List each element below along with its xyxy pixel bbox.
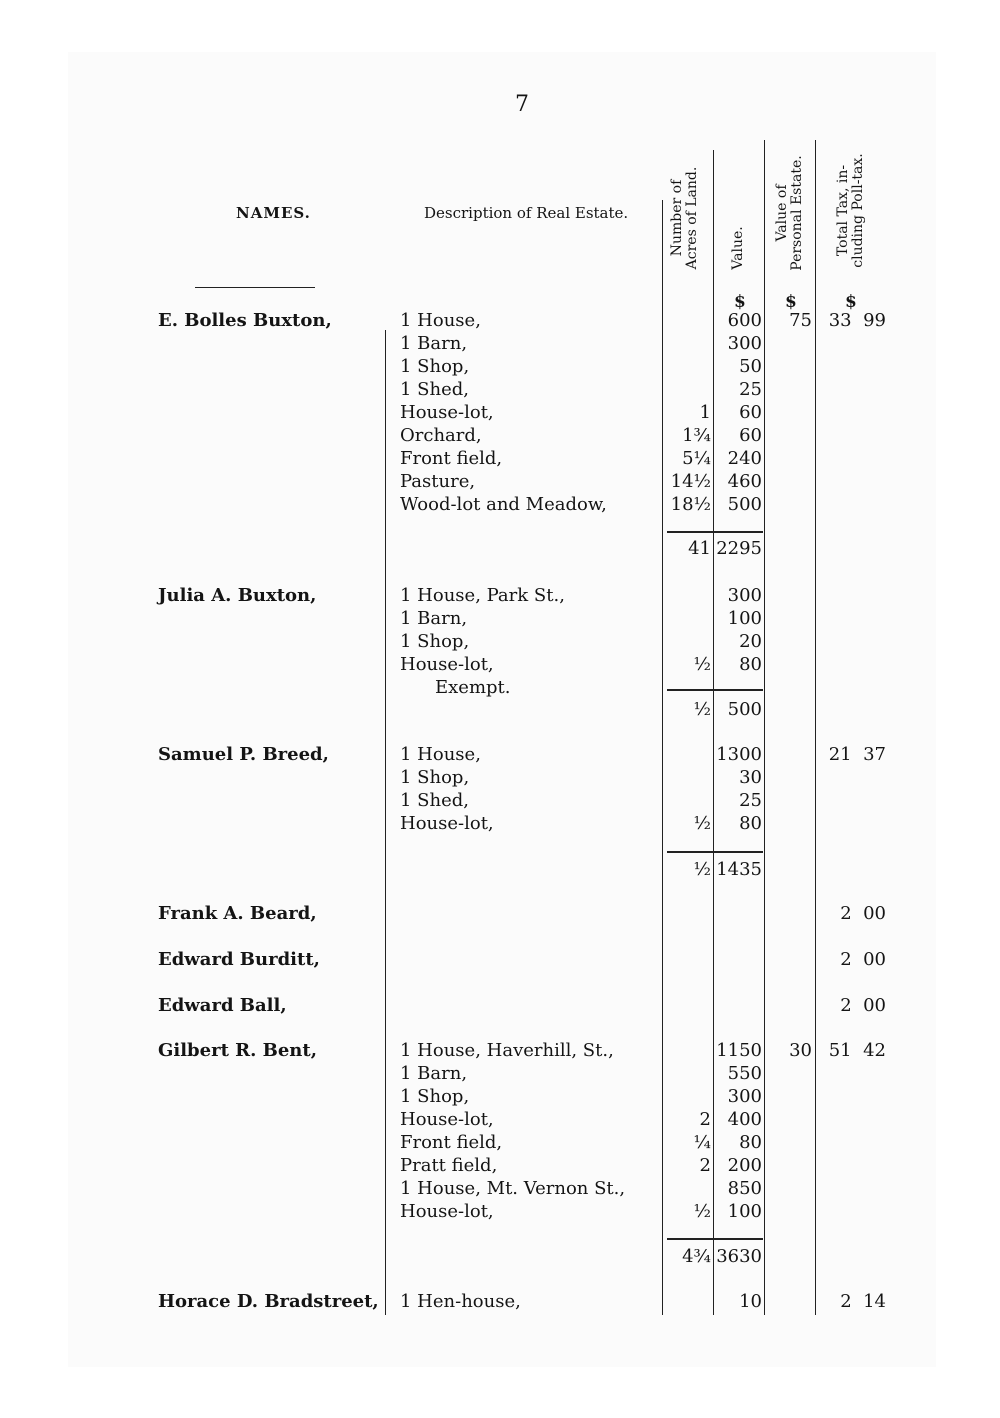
- estate-description: 1 Shed,: [400, 790, 469, 811]
- estate-value: 60: [739, 425, 762, 446]
- estate-description: 1 Barn,: [400, 333, 468, 354]
- estate-description: 1 House, Haverhill, St.,: [400, 1040, 614, 1061]
- estate-description: 1 Barn,: [400, 608, 468, 629]
- value-currency: $: [734, 292, 746, 312]
- estate-description: 1 Shop,: [400, 1086, 470, 1107]
- estate-value: 400: [727, 1109, 762, 1130]
- estate-value: 20: [739, 631, 762, 652]
- header-description: Description of Real Estate.: [424, 204, 629, 222]
- total-tax: 21 37: [828, 744, 886, 765]
- estate-value: 500: [727, 699, 762, 720]
- estate-value: 500: [727, 494, 762, 515]
- header-tax: [836, 143, 866, 278]
- taxpayer-name: Julia A. Buxton,: [158, 585, 317, 606]
- estate-description: Wood-lot and Meadow,: [400, 494, 607, 515]
- total-tax: 2 00: [840, 903, 886, 924]
- estate-value: 25: [739, 379, 762, 400]
- estate-description: 1 Hen-house,: [400, 1291, 521, 1312]
- estate-value: 300: [727, 1086, 762, 1107]
- acres-value: 41: [688, 538, 711, 559]
- estate-value: 10: [739, 1291, 762, 1312]
- estate-value: 25: [739, 790, 762, 811]
- taxpayer-name: E. Bolles Buxton,: [158, 310, 332, 331]
- estate-value: 460: [727, 471, 762, 492]
- total-rule-julia: [667, 689, 763, 691]
- personal-estate-value: 30: [789, 1040, 812, 1061]
- acres-value: ½: [693, 859, 711, 880]
- total-tax: 2 00: [840, 995, 886, 1016]
- taxpayer-name: Edward Burditt,: [158, 949, 320, 970]
- header-acres-line1: Number of: [669, 179, 685, 257]
- header-tax-line2: cluding Poll-tax.: [850, 153, 866, 268]
- header-personal-line2: Personal Estate.: [789, 155, 805, 271]
- estate-value: 600: [727, 310, 762, 331]
- names-rule: [195, 287, 315, 288]
- estate-description: House-lot,: [400, 813, 494, 834]
- estate-description: Pratt field,: [400, 1155, 498, 1176]
- estate-value: 100: [727, 1201, 762, 1222]
- estate-description: Front field,: [400, 448, 503, 469]
- acres-value: 18½: [670, 494, 711, 515]
- total-rule-bent: [667, 1238, 763, 1240]
- estate-description: 1 House,: [400, 744, 481, 765]
- taxpayer-name: Gilbert R. Bent,: [158, 1040, 317, 1061]
- acres-value: 1¾: [682, 425, 711, 446]
- estate-value: 3630: [716, 1246, 762, 1267]
- estate-value: 1150: [716, 1040, 762, 1061]
- header-names: NAMES.: [236, 204, 311, 222]
- header-personal: [775, 148, 805, 278]
- estate-value: 60: [739, 402, 762, 423]
- estate-value: 300: [727, 333, 762, 354]
- exempt-note: Exempt.: [435, 677, 511, 698]
- header-value-text: Value.: [730, 226, 746, 270]
- total-tax: 2 14: [840, 1291, 886, 1312]
- header-acres: [670, 158, 700, 278]
- taxpayer-name: Frank A. Beard,: [158, 903, 317, 924]
- estate-description: 1 Shop,: [400, 631, 470, 652]
- acres-value: ½: [693, 1201, 711, 1222]
- estate-description: 1 House, Park St.,: [400, 585, 565, 606]
- estate-description: House-lot,: [400, 654, 494, 675]
- acres-value: 4¾: [682, 1246, 711, 1267]
- page-background: [68, 52, 936, 1367]
- header-value: [731, 218, 746, 278]
- estate-description: 1 House, Mt. Vernon St.,: [400, 1178, 626, 1199]
- total-rule-breed: [667, 851, 763, 853]
- estate-value: 30: [739, 767, 762, 788]
- header-tax-line1: Total Tax, in-: [835, 164, 851, 257]
- estate-description: 1 Shop,: [400, 767, 470, 788]
- estate-description: Orchard,: [400, 425, 482, 446]
- header-personal-line1: Value of: [774, 184, 790, 242]
- acres-value: ½: [693, 813, 711, 834]
- estate-description: House-lot,: [400, 1109, 494, 1130]
- total-rule-buxton: [667, 531, 763, 533]
- taxpayer-name: Horace D. Bradstreet,: [158, 1291, 379, 1312]
- estate-description: 1 Shop,: [400, 356, 470, 377]
- estate-description: 1 House,: [400, 310, 481, 331]
- divider-description: [385, 330, 386, 1315]
- estate-value: 300: [727, 585, 762, 606]
- estate-value: 1435: [716, 859, 762, 880]
- estate-value: 1300: [716, 744, 762, 765]
- estate-value: 80: [739, 654, 762, 675]
- taxpayer-name: Edward Ball,: [158, 995, 287, 1016]
- divider-acres: [662, 200, 663, 1315]
- header-acres-line2: Acres of Land.: [684, 166, 700, 270]
- page-number: 7: [515, 92, 529, 117]
- acres-value: 2: [699, 1109, 711, 1130]
- personal-currency: $: [785, 292, 797, 312]
- taxpayer-name: Samuel P. Breed,: [158, 744, 329, 765]
- estate-description: 1 Barn,: [400, 1063, 468, 1084]
- estate-value: 100: [727, 608, 762, 629]
- estate-description: Front field,: [400, 1132, 503, 1153]
- tax-currency: $: [845, 292, 857, 312]
- acres-value: 2: [699, 1155, 711, 1176]
- estate-value: 2295: [716, 538, 762, 559]
- acres-value: 14½: [670, 471, 711, 492]
- estate-value: 80: [739, 813, 762, 834]
- acres-value: ½: [693, 654, 711, 675]
- estate-description: Pasture,: [400, 471, 476, 492]
- estate-value: 80: [739, 1132, 762, 1153]
- estate-description: House-lot,: [400, 402, 494, 423]
- acres-value: ½: [693, 699, 711, 720]
- estate-value: 850: [727, 1178, 762, 1199]
- total-tax: 33 99: [828, 310, 886, 331]
- total-tax: 51 42: [828, 1040, 886, 1061]
- estate-value: 200: [727, 1155, 762, 1176]
- estate-value: 240: [727, 448, 762, 469]
- acres-value: 1: [699, 402, 711, 423]
- estate-description: House-lot,: [400, 1201, 494, 1222]
- acres-value: 5¼: [682, 448, 711, 469]
- estate-value: 50: [739, 356, 762, 377]
- total-tax: 2 00: [840, 949, 886, 970]
- divider-tax: [815, 140, 816, 1315]
- estate-value: 550: [727, 1063, 762, 1084]
- acres-value: ¼: [693, 1132, 711, 1153]
- divider-personal: [764, 140, 765, 1315]
- estate-description: 1 Shed,: [400, 379, 469, 400]
- personal-estate-value: 75: [789, 310, 812, 331]
